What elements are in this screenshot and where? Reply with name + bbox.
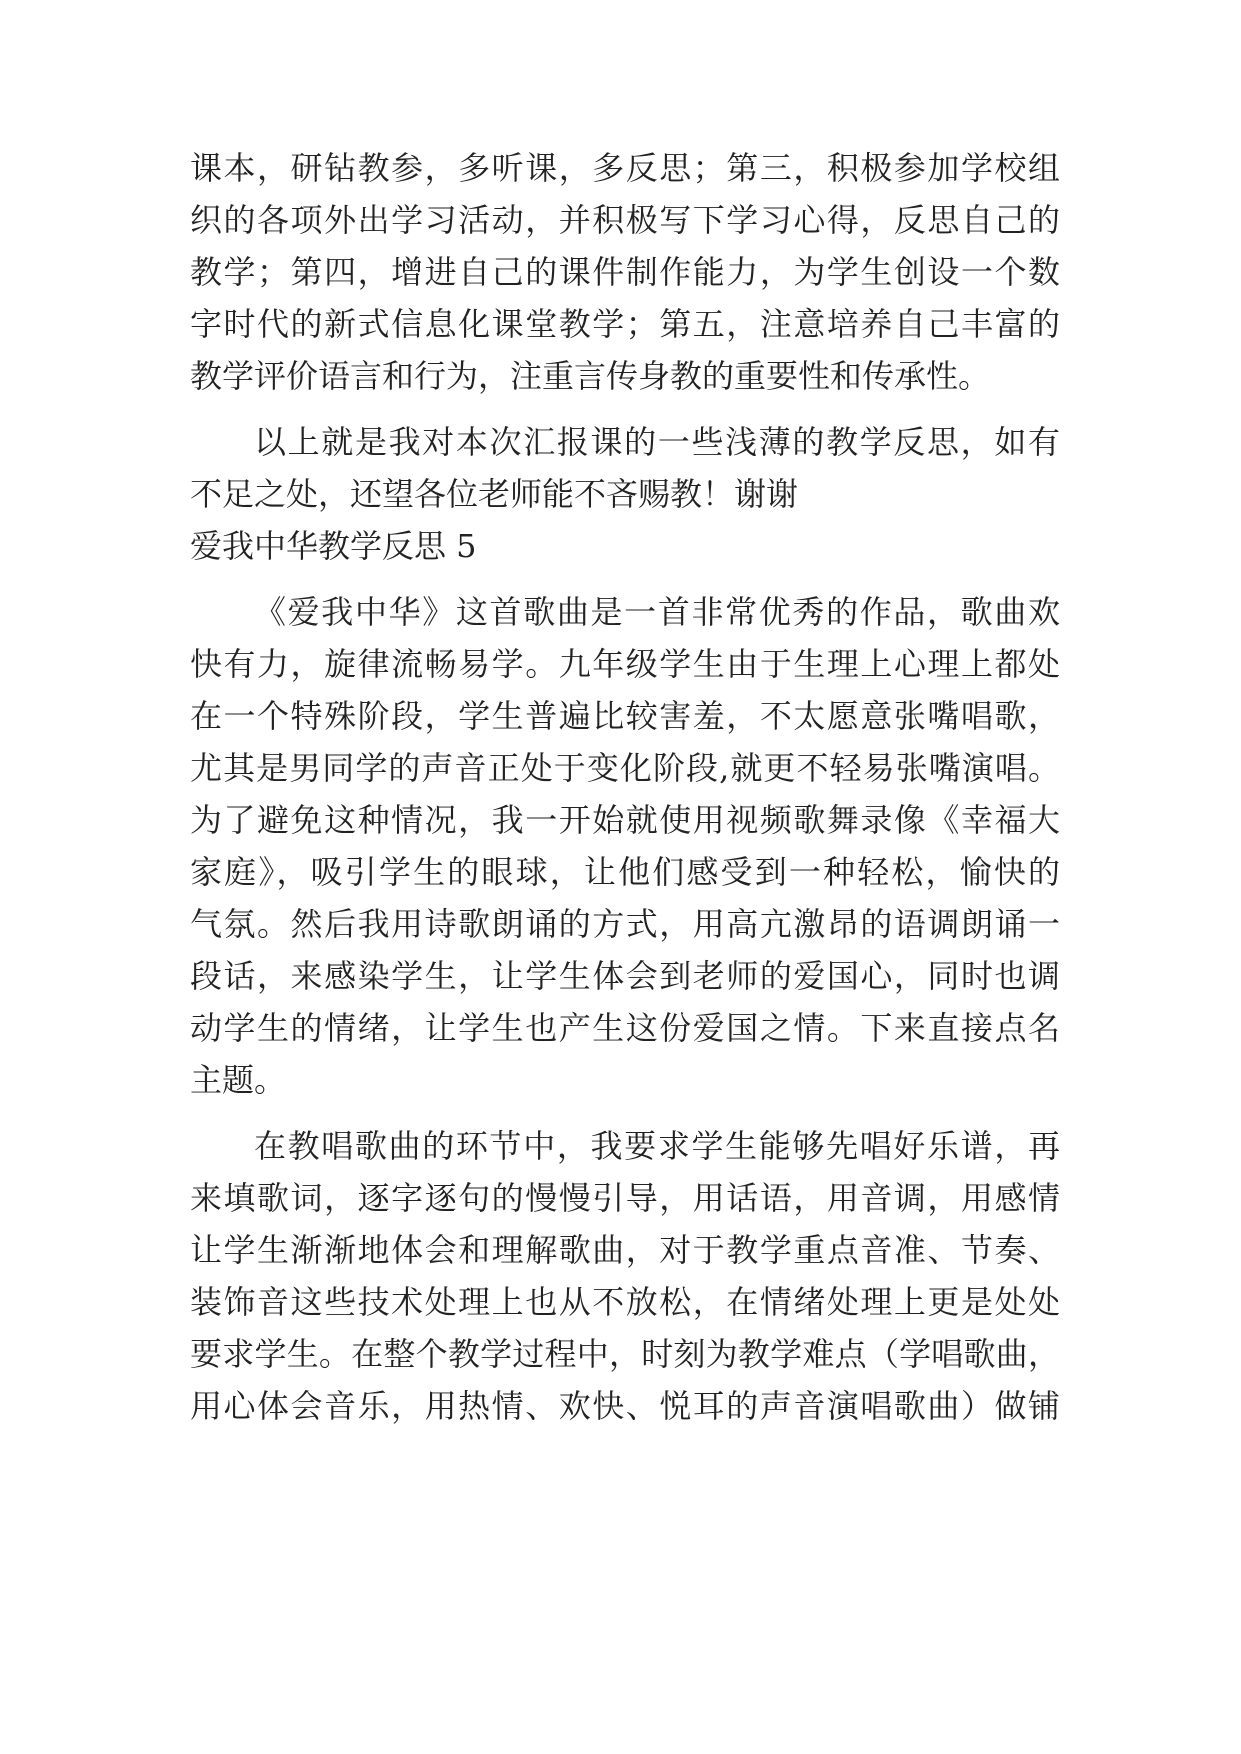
paragraph-first-line: 以上就是我对本次汇报课的一些浅薄的教学反思，如有 xyxy=(254,423,1060,461)
text-line: 课本，研钻教参，多听课，多反思；第三，积极参加学校组 xyxy=(190,149,1060,187)
text-line: 段话，来感染学生，让学生体会到老师的爱国心，同时也调 xyxy=(190,957,1060,995)
text-line: 来填歌词，逐字逐句的慢慢引导，用话语，用音调，用感情 xyxy=(190,1179,1060,1217)
paragraph-first-line: 在教唱歌曲的环节中，我要求学生能够先唱好乐谱，再 xyxy=(254,1127,1060,1165)
text-line: 动学生的情绪，让学生也产生这份爱国之情。下来直接点名 xyxy=(190,1009,1060,1047)
paragraph-first-line: 《爱我中华》这首歌曲是一首非常优秀的作品，歌曲欢 xyxy=(254,593,1060,631)
text-line: 装饰音这些技术处理上也从不放松，在情绪处理上更是处处 xyxy=(190,1283,1060,1321)
text-line: 要求学生。在整个教学过程中，时刻为教学难点（学唱歌曲， xyxy=(190,1335,1060,1373)
section-heading: 爱我中华教学反思 5 xyxy=(190,527,477,565)
text-line: 尤其是男同学的声音正处于变化阶段,就更不轻易张嘴演唱。 xyxy=(190,749,1060,787)
text-line: 不足之处，还望各位老师能不吝赐教！谢谢 xyxy=(190,475,799,513)
text-line: 主题。 xyxy=(190,1061,287,1099)
text-line: 字时代的新式信息化课堂教学；第五，注意培养自己丰富的 xyxy=(190,305,1060,343)
text-line: 为了避免这种情况，我一开始就使用视频歌舞录像《幸福大 xyxy=(190,801,1060,839)
text-line: 让学生渐渐地体会和理解歌曲，对于教学重点音准、节奏、 xyxy=(190,1231,1060,1269)
text-line: 教学评价语言和行为，注重言传身教的重要性和传承性。 xyxy=(190,357,991,395)
text-line: 在一个特殊阶段，学生普遍比较害羞，不太愿意张嘴唱歌， xyxy=(190,697,1060,735)
text-line: 快有力，旋律流畅易学。九年级学生由于生理上心理上都处 xyxy=(190,645,1060,683)
text-line: 教学；第四，增进自己的课件制作能力，为学生创设一个数 xyxy=(190,253,1060,291)
text-line: 家庭》，吸引学生的眼球，让他们感受到一种轻松，愉快的 xyxy=(190,853,1060,891)
text-line: 织的各项外出学习活动，并积极写下学习心得，反思自己的 xyxy=(190,201,1060,239)
text-line: 用心体会音乐，用热情、欢快、悦耳的声音演唱歌曲）做铺 xyxy=(190,1387,1060,1425)
text-line: 气氛。然后我用诗歌朗诵的方式，用高亢激昂的语调朗诵一 xyxy=(190,905,1060,943)
